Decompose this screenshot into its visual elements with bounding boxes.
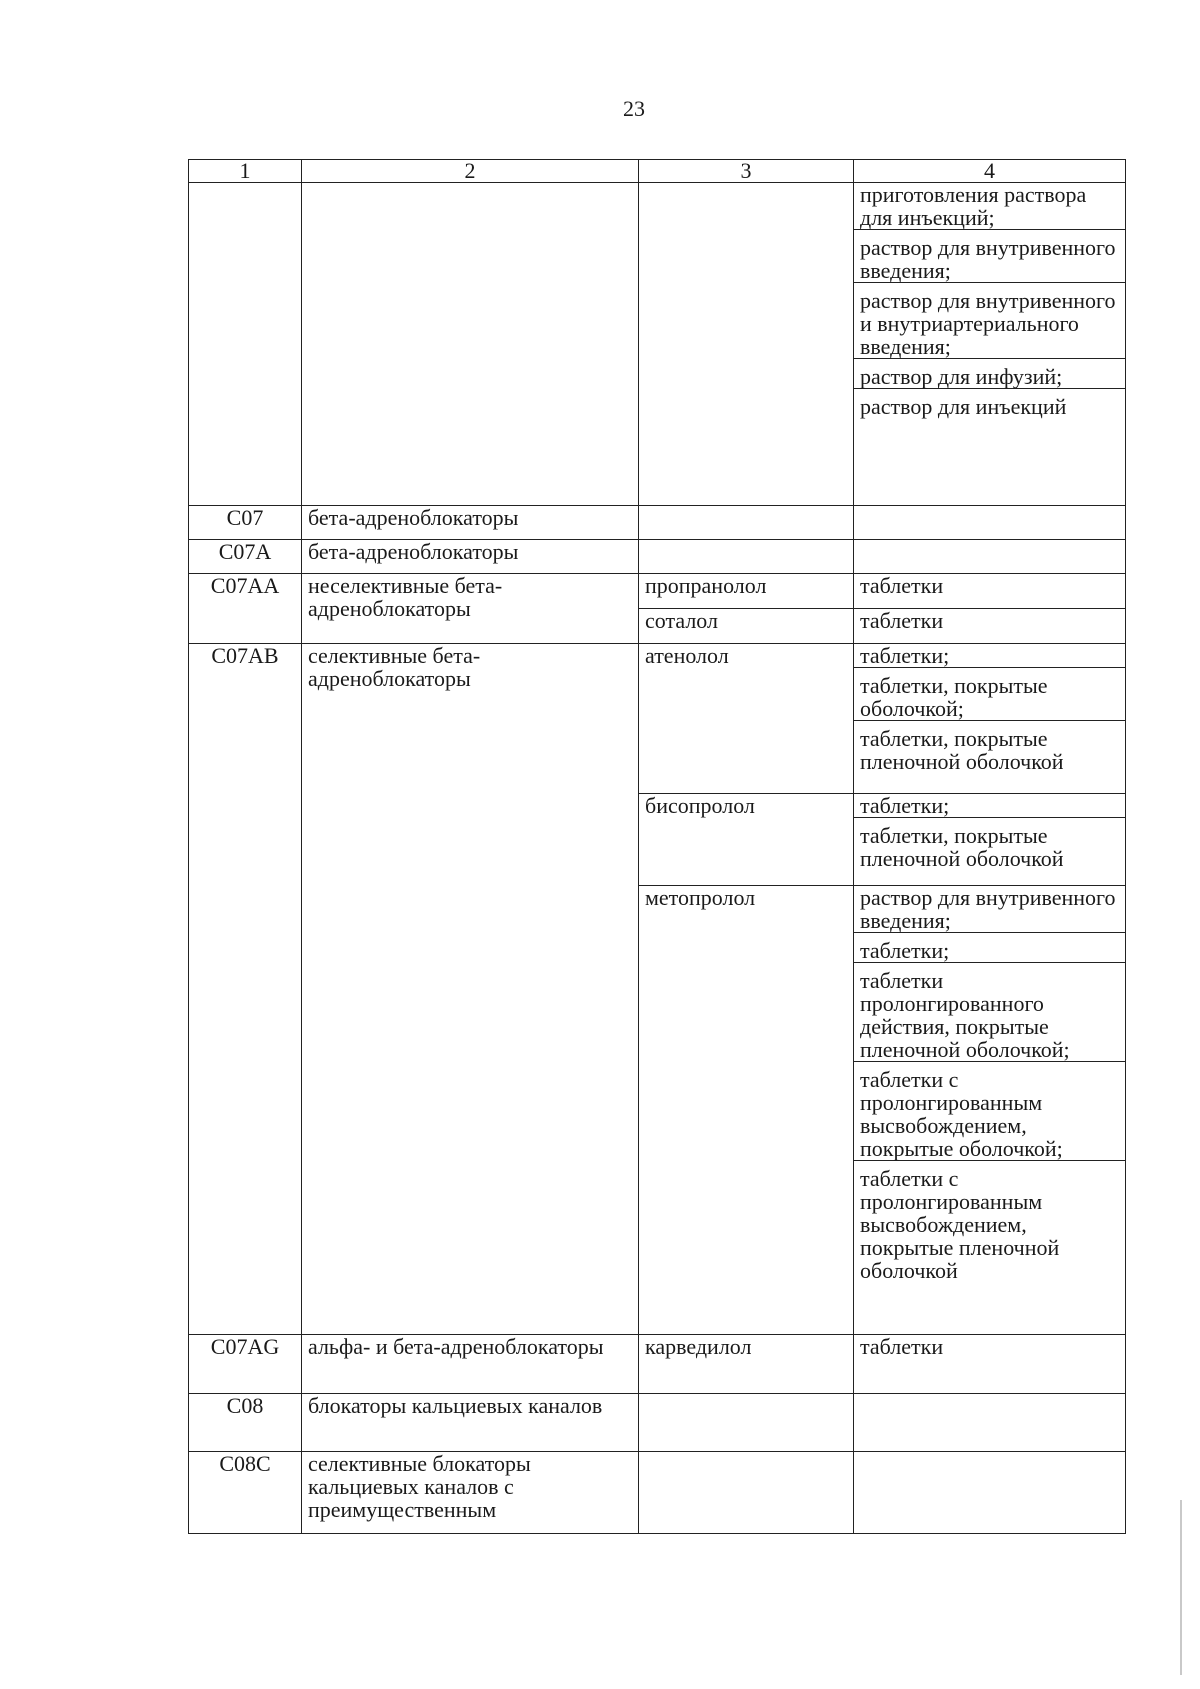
dosage-form: таблетки пролонгированного действия, покрытые пленочной оболочкой; <box>854 962 1125 1061</box>
dosage-form: приготовления раствора для инъекций; <box>860 182 1087 230</box>
dosage-forms <box>854 1335 1126 1394</box>
dosage-form: таблетки, покрытые пленочной оболочкой <box>854 817 1125 870</box>
dosage-forms <box>854 609 1126 644</box>
dosage-form: раствор для инъекций <box>854 388 1125 418</box>
atc-code <box>189 183 302 506</box>
dosage-forms <box>854 183 1126 506</box>
drug-name <box>639 540 854 574</box>
table-row <box>189 1335 1126 1394</box>
dosage-form: таблетки <box>860 573 944 598</box>
dosage-forms <box>854 886 1126 1335</box>
table-row <box>189 644 1126 794</box>
dosage-forms <box>854 506 1126 540</box>
table-row <box>189 1452 1126 1534</box>
drug-name: пропранолол <box>639 574 854 609</box>
atc-code: C07AG <box>189 1335 302 1394</box>
column-header: 3 <box>639 160 854 183</box>
dosage-form: таблетки, покрытые оболочкой; <box>854 667 1125 720</box>
drug-name: бисопролол <box>639 794 854 886</box>
drug-name <box>639 1452 854 1534</box>
drug-name <box>639 1394 854 1452</box>
table-row <box>189 506 1126 540</box>
dosage-forms <box>854 794 1126 886</box>
dosage-form: раствор для внутривенного введения; <box>854 229 1125 282</box>
atc-code: C07AB <box>189 644 302 1335</box>
table-header-row <box>189 160 1126 183</box>
atc-code: C07 <box>189 506 302 540</box>
dosage-form: раствор для инфузий; <box>854 358 1125 388</box>
group-name: бета-адреноблокаторы <box>302 506 639 540</box>
drug-name <box>639 183 854 506</box>
dosage-form: раствор для внутривенного введения; <box>860 885 1116 933</box>
dosage-forms <box>854 540 1126 574</box>
atc-code: C07AA <box>189 574 302 644</box>
dosage-form: таблетки; <box>860 643 950 668</box>
table-row <box>189 574 1126 609</box>
group-name: бета-адреноблокаторы <box>302 540 639 574</box>
column-header: 4 <box>854 160 1126 183</box>
column-header: 2 <box>302 160 639 183</box>
group-name <box>302 183 639 506</box>
drug-table <box>188 159 1126 1534</box>
group-name: селективные бета-адреноблокаторы <box>302 644 639 1335</box>
scan-edge-mark <box>1180 1500 1182 1675</box>
dosage-form: таблетки; <box>860 793 950 818</box>
dosage-forms <box>854 1394 1126 1452</box>
dosage-form: таблетки с пролонгированным высвобождением, покрытые оболочкой; <box>854 1061 1125 1160</box>
dosage-forms <box>854 1452 1126 1534</box>
drug-name: соталол <box>639 609 854 644</box>
dosage-form: таблетки; <box>854 932 1125 962</box>
group-name: альфа- и бета-адреноблокаторы <box>302 1335 639 1394</box>
dosage-form: таблетки <box>860 1334 944 1359</box>
dosage-form: таблетки <box>860 608 944 633</box>
atc-code: C07A <box>189 540 302 574</box>
dosage-forms <box>854 574 1126 609</box>
group-name: неселективные бета-адреноблокаторы <box>302 574 639 644</box>
atc-code: C08 <box>189 1394 302 1452</box>
drug-name <box>639 506 854 540</box>
drug-name: метопролол <box>639 886 854 1335</box>
dosage-form: таблетки, покрытые пленочной оболочкой <box>854 720 1125 773</box>
column-header: 1 <box>189 160 302 183</box>
table-row <box>189 540 1126 574</box>
atc-code: C08C <box>189 1452 302 1534</box>
dosage-form: таблетки с пролонгированным высвобождением, покрытые пленочной оболочкой <box>854 1160 1125 1282</box>
group-name: селективные блокаторы кальциевых каналов с преимущественным <box>302 1452 639 1534</box>
table-row <box>189 183 1126 506</box>
table-row <box>189 1394 1126 1452</box>
group-name: блокаторы кальциевых каналов <box>302 1394 639 1452</box>
drug-name: атенолол <box>639 644 854 794</box>
dosage-forms <box>854 644 1126 794</box>
page-number: 23 <box>623 96 645 121</box>
dosage-form: раствор для внутривенного и внутриартериального введения; <box>854 282 1125 358</box>
drug-name: карведилол <box>639 1335 854 1394</box>
